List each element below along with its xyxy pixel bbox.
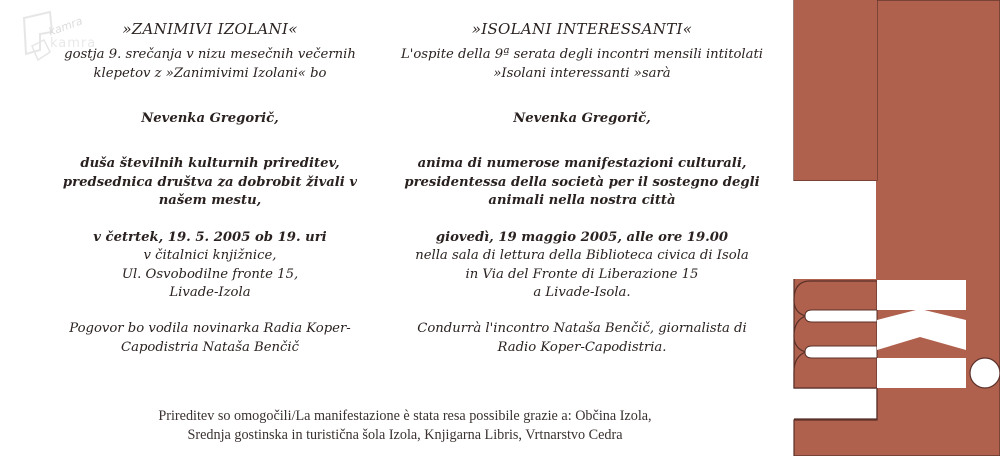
italian-column xyxy=(378,18,786,355)
slovene-location-line: Ul. Osvobodilne fronte 15, xyxy=(121,266,299,282)
italian-host-line: Radio Koper-Capodistria. xyxy=(497,339,667,355)
slovene-location-line: Livade-Izola xyxy=(169,285,251,300)
logo-gap xyxy=(780,181,876,279)
italian-guest-name: Nevenka Gregorič, xyxy=(513,111,651,126)
logo-k-top-bar xyxy=(877,280,966,310)
italian-host-line: Condurrà l'incontro Nataša Benčič, giornalista di xyxy=(417,321,747,336)
italian-location-line: a Livade-Isola. xyxy=(533,285,631,300)
watermark-text: kamra xyxy=(46,14,85,39)
slovene-intro-line: gostja 9. srečanja v nizu mesečnih večernih xyxy=(64,47,356,62)
slovene-description-line: predsednica društva za dobrobit živali v xyxy=(62,174,358,190)
logo-top-block xyxy=(794,0,877,180)
italian-date-time: giovedì, 19 maggio 2005, alle ore 19.00 xyxy=(435,230,729,245)
logo-m-letter xyxy=(794,281,877,388)
slovene-location-line: v čitalnici knjižnice, xyxy=(143,248,277,263)
italian-intro xyxy=(378,46,786,83)
italian-description xyxy=(378,155,786,211)
slovene-title: »ZANIMIVI IZOLANI« xyxy=(122,20,298,38)
slovene-description-line: našem mestu, xyxy=(158,193,262,208)
logo-brand-block xyxy=(794,0,1000,456)
italian-location-line: nella sala di lettura della Biblioteca civica di Isola xyxy=(415,248,749,263)
slovene-host-line: Pogovor bo vodila novinarka Radia Koper- xyxy=(69,321,351,336)
slovene-date-time: v četrtek, 19. 5. 2005 ob 19. uri xyxy=(93,230,327,245)
italian-description-line: animali nella nostra città xyxy=(488,193,676,208)
watermark-text-shadow: kamra xyxy=(50,36,97,51)
logo-k-chevron xyxy=(877,309,966,350)
logo-m-slot-lower xyxy=(805,346,877,358)
sponsors-line: Prireditev so omogočili/La manifestazione è stata resa possibile grazie a: Občina Izola, xyxy=(158,408,652,424)
slovene-host-line: Capodistria Nataša Benčič xyxy=(121,339,299,355)
sponsors-line: Srednja gostinska in turistična šola Izola, Knjigarna Libris, Vrtnarstvo Cedra xyxy=(187,427,623,443)
italian-location xyxy=(378,247,786,303)
italian-description-line: presidentessa della società per il sostegno degli xyxy=(404,174,760,190)
slovene-guest-name: Nevenka Gregorič, xyxy=(141,111,279,126)
italian-host xyxy=(378,320,786,357)
slovene-intro xyxy=(40,46,380,83)
italian-intro-line: »Isolani interessanti »sarà xyxy=(493,65,671,81)
italian-description-line: anima di numerose manifestazioni culturali, xyxy=(417,156,747,171)
logo-i-dot xyxy=(970,358,1000,388)
slovene-description-line: duša številnih kulturnih prireditev, xyxy=(80,156,340,171)
logo-m-slot-upper xyxy=(805,310,877,322)
sponsors-note xyxy=(60,407,750,445)
italian-intro-line: L'ospite della 9ª serata degli incontri mensili intitolati xyxy=(400,47,764,62)
italian-location-line: in Via del Fronte di Liberazione 15 xyxy=(465,266,699,282)
slovene-location xyxy=(40,247,380,303)
logo-step xyxy=(780,389,876,419)
slovene-intro-line: klepetov z »Zanimivimi Izolani« bo xyxy=(93,65,327,81)
slovene-description xyxy=(40,155,380,211)
logo-step-edge xyxy=(794,389,877,419)
italian-title: »ISOLANI INTERESSANTI« xyxy=(471,20,693,38)
slovene-host xyxy=(40,320,380,357)
logo-k-bottom-bar xyxy=(877,358,966,388)
